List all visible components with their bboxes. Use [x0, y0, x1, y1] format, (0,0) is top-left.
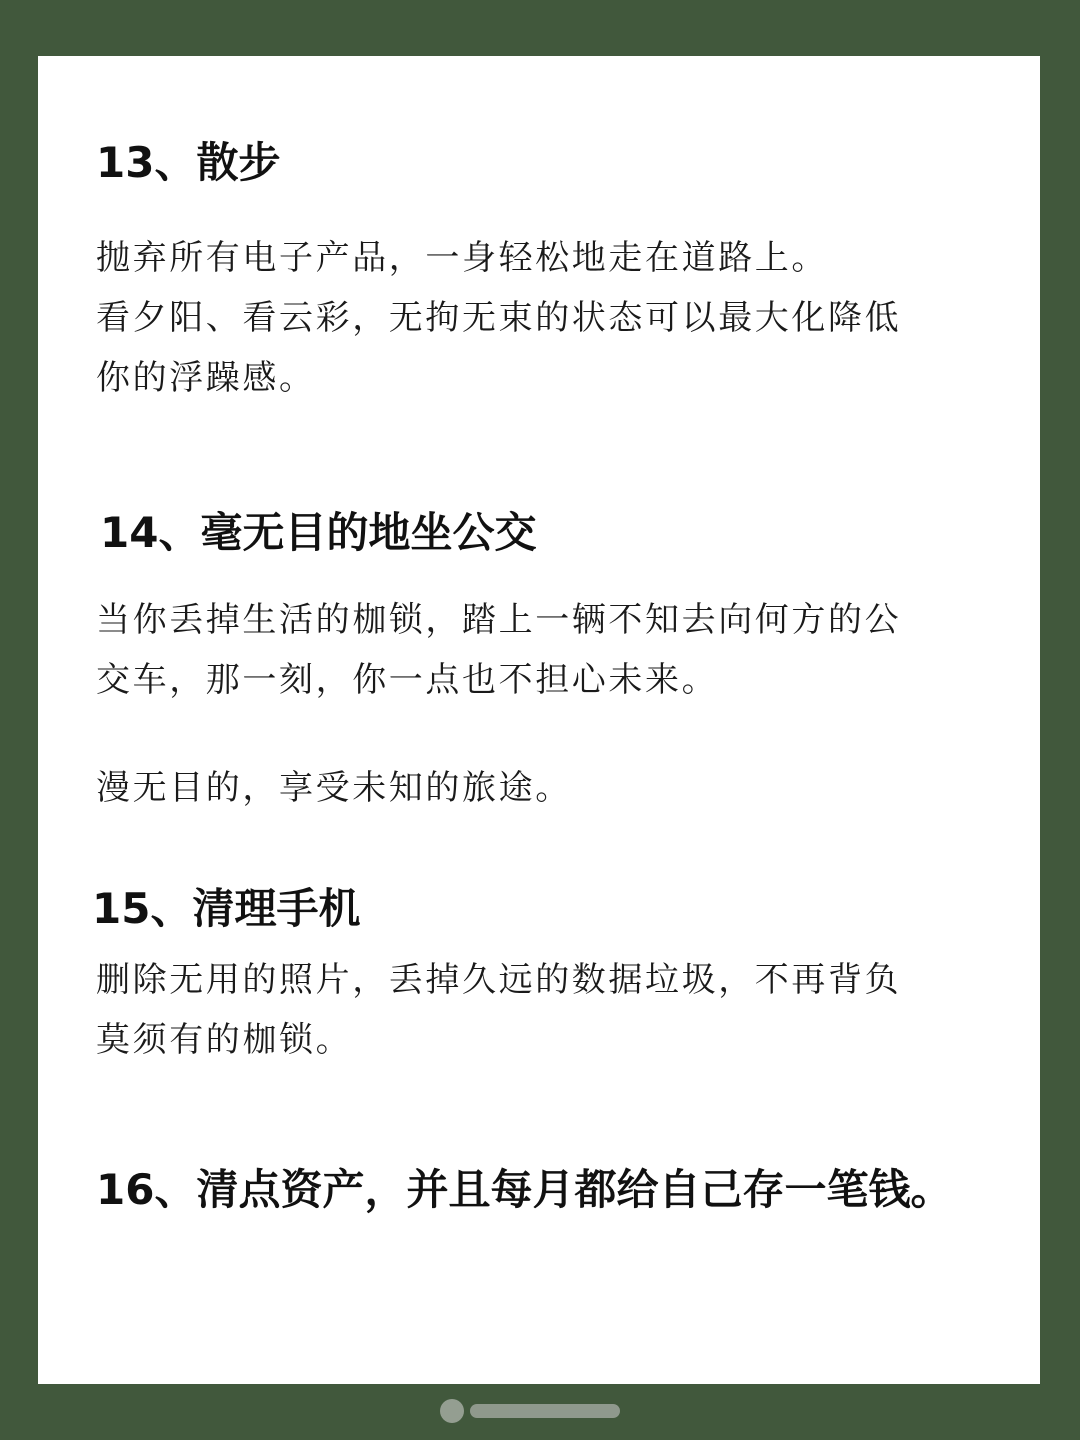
text-line: 交车，那一刻，你一点也不担心未来。 — [96, 660, 719, 700]
watermark-blurred-text — [470, 1404, 620, 1418]
text-line: 看夕阳、看云彩，无拘无束的状态可以最大化降低 — [96, 298, 902, 338]
section-14-heading: 14、毫无目的地坐公交 — [100, 508, 537, 557]
text-line: 莫须有的枷锁。 — [96, 1020, 353, 1060]
section-14-paragraph — [96, 590, 996, 710]
watermark-logo-icon — [440, 1399, 464, 1423]
watermark — [440, 1398, 640, 1424]
section-13-paragraph — [96, 228, 996, 408]
text-line: 抛弃所有电子产品，一身轻松地走在道路上。 — [96, 238, 828, 278]
section-14-paragraph-2 — [96, 758, 996, 818]
text-line: 当你丢掉生活的枷锁，踏上一辆不知去向何方的公 — [96, 600, 902, 640]
section-16-heading: 16、清点资产，并且每月都给自己存一笔钱。 — [96, 1165, 953, 1214]
section-15-paragraph — [96, 950, 996, 1070]
text-line: 你的浮躁感。 — [96, 358, 316, 398]
text-line: 漫无目的，享受未知的旅途。 — [96, 768, 572, 808]
text-line: 删除无用的照片，丢掉久远的数据垃圾，不再背负 — [96, 960, 902, 1000]
content-card — [38, 56, 1040, 1384]
section-13-heading: 13、散步 — [96, 138, 281, 187]
section-15-heading: 15、清理手机 — [92, 884, 361, 933]
